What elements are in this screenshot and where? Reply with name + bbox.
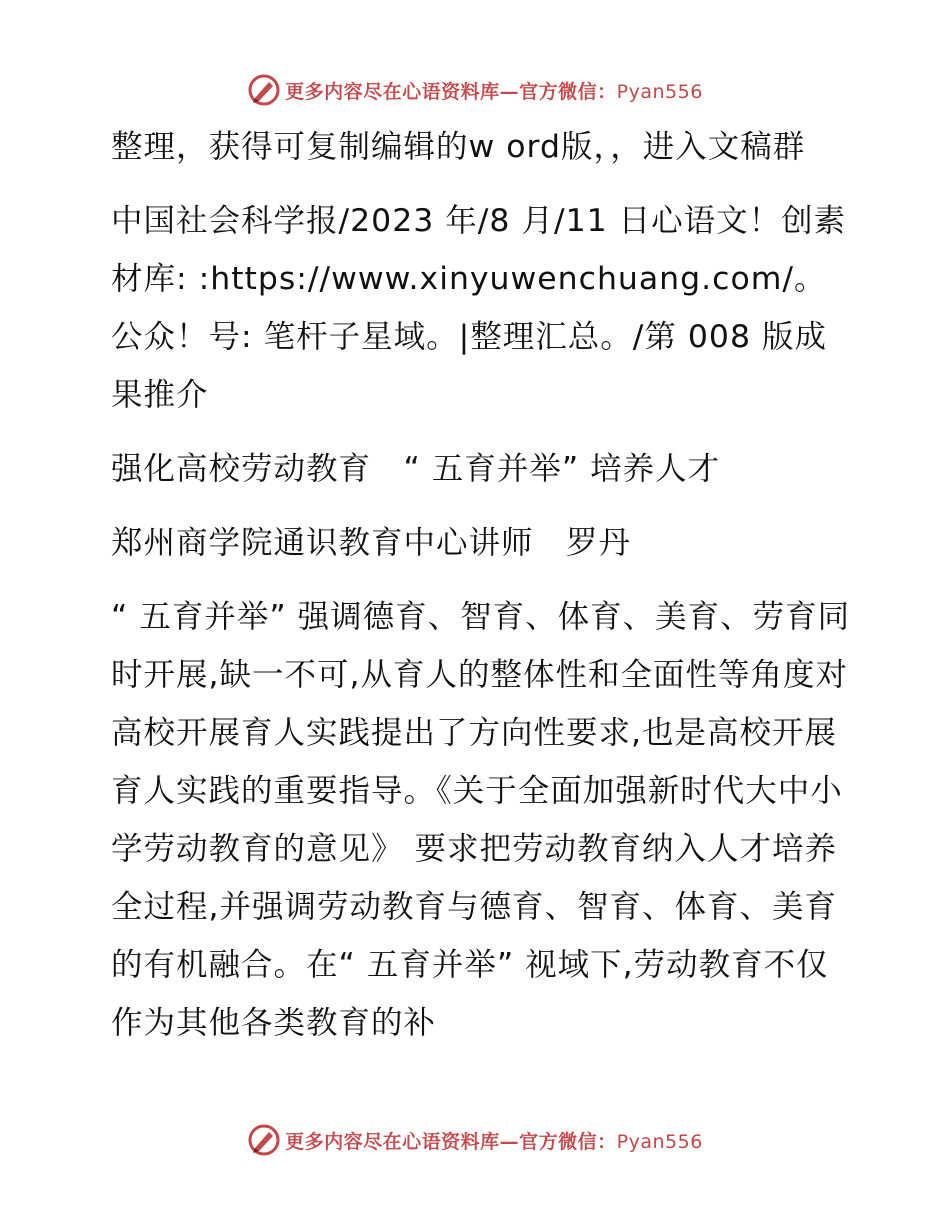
header-banner — [0, 70, 950, 110]
pen-logo-icon — [247, 73, 281, 107]
paragraph-source: 中国社会科学报/2023 年/8 月/11 日心语文！创素材库: :https://www.xinyuwenchuang.com/。公众！号: 笔杆子星域。|整理汇总。/第 008 版成果推介 — [111, 203, 847, 413]
pen-logo-icon — [247, 1123, 281, 1157]
footer-banner — [0, 1120, 950, 1160]
document-body — [97, 118, 857, 1052]
banner-text: 更多内容尽在心语资料库—官方微信：Pyan556 — [285, 1130, 703, 1153]
article-author: 郑州商学院通识教育中心讲师 罗丹 — [111, 525, 632, 561]
paragraph-intro: 整理，获得可复制编辑的w ord版，，进入文稿群 — [111, 129, 806, 165]
wechat-id: Pyan556 — [616, 1130, 703, 1153]
banner-text: 更多内容尽在心语资料库—官方微信：Pyan556 — [285, 80, 703, 103]
wechat-id: Pyan556 — [616, 80, 703, 103]
article-title: 强化高校劳动教育 “ 五育并举” 培养人才 — [111, 451, 721, 487]
paragraph-body: “ 五育并举” 强调德育、智育、体育、美育、劳育同时开展,缺一不可,从育人的整体性和全面性等角度对高校开展育人实践提出了方向性要求,也是高校开展育人实践的重要指导。《关于全面加强新时代大中小学劳动教育的意见》 要求把劳动教育纳入人才培养全过程,并强调劳动教育与德育、智育、体育、美育的有机融合。在“ 五育并举” 视域下,劳动教育不仅作为其他各类教育的补 — [111, 599, 851, 1041]
